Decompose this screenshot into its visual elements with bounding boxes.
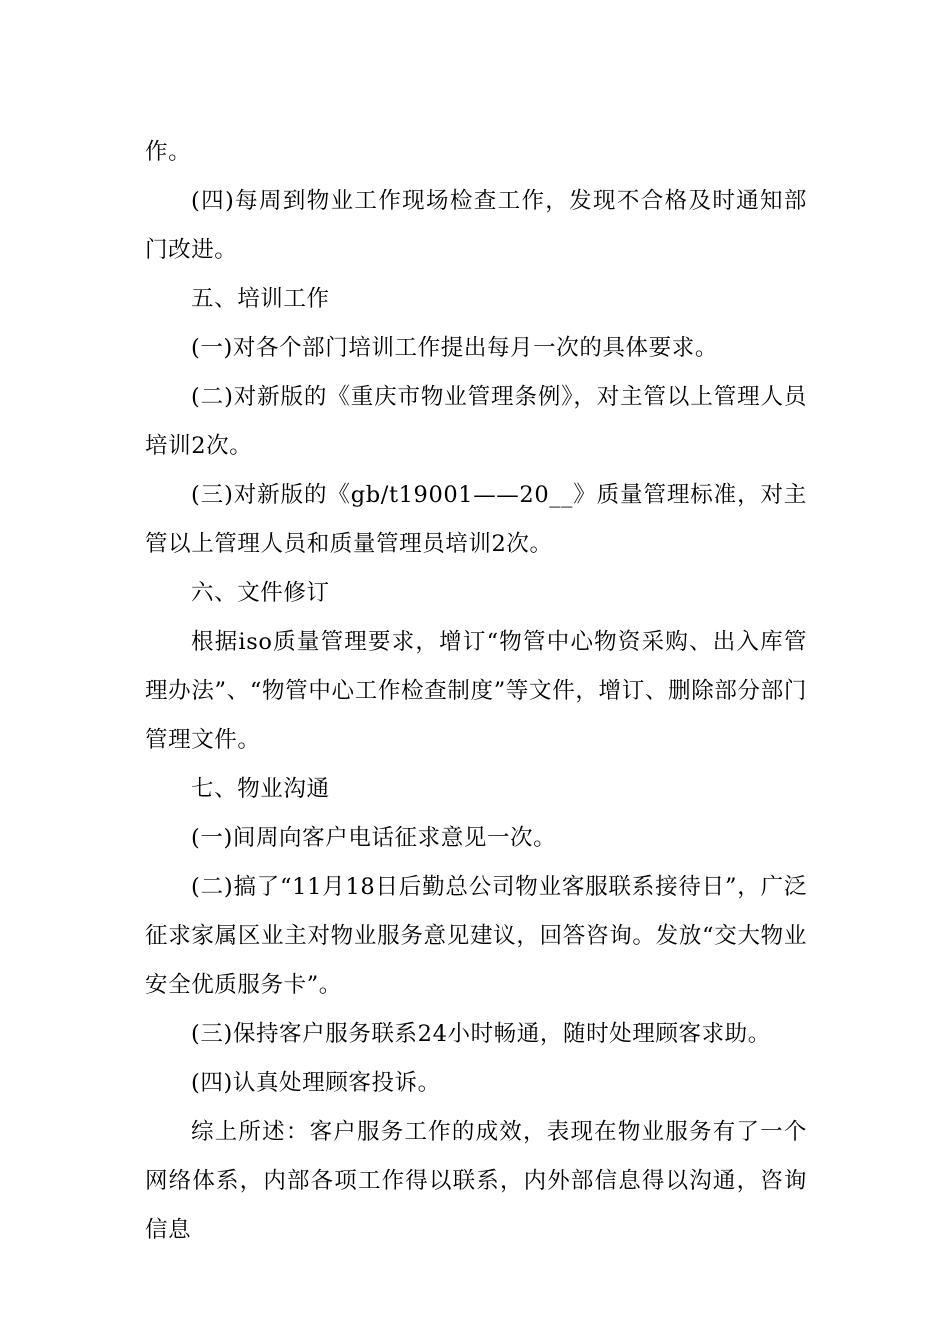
paragraph-continuation: 作。 (145, 139, 192, 165)
document-body (145, 128, 807, 1255)
paragraph-item-4-inspection: (四)每周到物业工作现场检查工作，发现不合格及时通知部门改进。 (145, 188, 807, 263)
paragraph-training-item-3: (三)对新版的《gb/t19001——20__》质量管理标准，对主管以上管理人员和质量管理员培训2次。 (145, 482, 807, 557)
paragraph-communication-item-2: (二)搞了“11月18日后勤总公司物业客服联系接待日”，广泛征求家属区业主对物业服务意见建议，回答咨询。发放“交大物业安全优质服务卡”。 (145, 874, 807, 998)
paragraph-communication-item-4: (四)认真处理顾客投诉。 (191, 1070, 441, 1096)
paragraph-communication-item-3: (三)保持客户服务联系24小时畅通，随时处理顾客求助。 (191, 1021, 771, 1047)
section-heading-communication: 七、物业沟通 (191, 776, 330, 802)
paragraph-training-item-2: (二)对新版的《重庆市物业管理条例》，对主管以上管理人员培训2次。 (145, 384, 807, 459)
paragraph-communication-item-1: (一)间周向客户电话征求意见一次。 (191, 825, 557, 851)
section-heading-training: 五、培训工作 (191, 286, 330, 312)
paragraph-summary: 综上所述：客户服务工作的成效，表现在物业服务有了一个网络体系，内部各项工作得以联系，内外部信息得以沟通，咨询信息 (145, 1119, 807, 1243)
section-heading-document-revision: 六、文件修订 (191, 580, 330, 606)
paragraph-document-revision: 根据iso质量管理要求，增订“物管中心物资采购、出入库管理办法”、“物管中心工作检查制度”等文件，增订、删除部分部门管理文件。 (145, 629, 807, 753)
paragraph-training-item-1: (一)对各个部门培训工作提出每月一次的具体要求。 (191, 335, 718, 361)
